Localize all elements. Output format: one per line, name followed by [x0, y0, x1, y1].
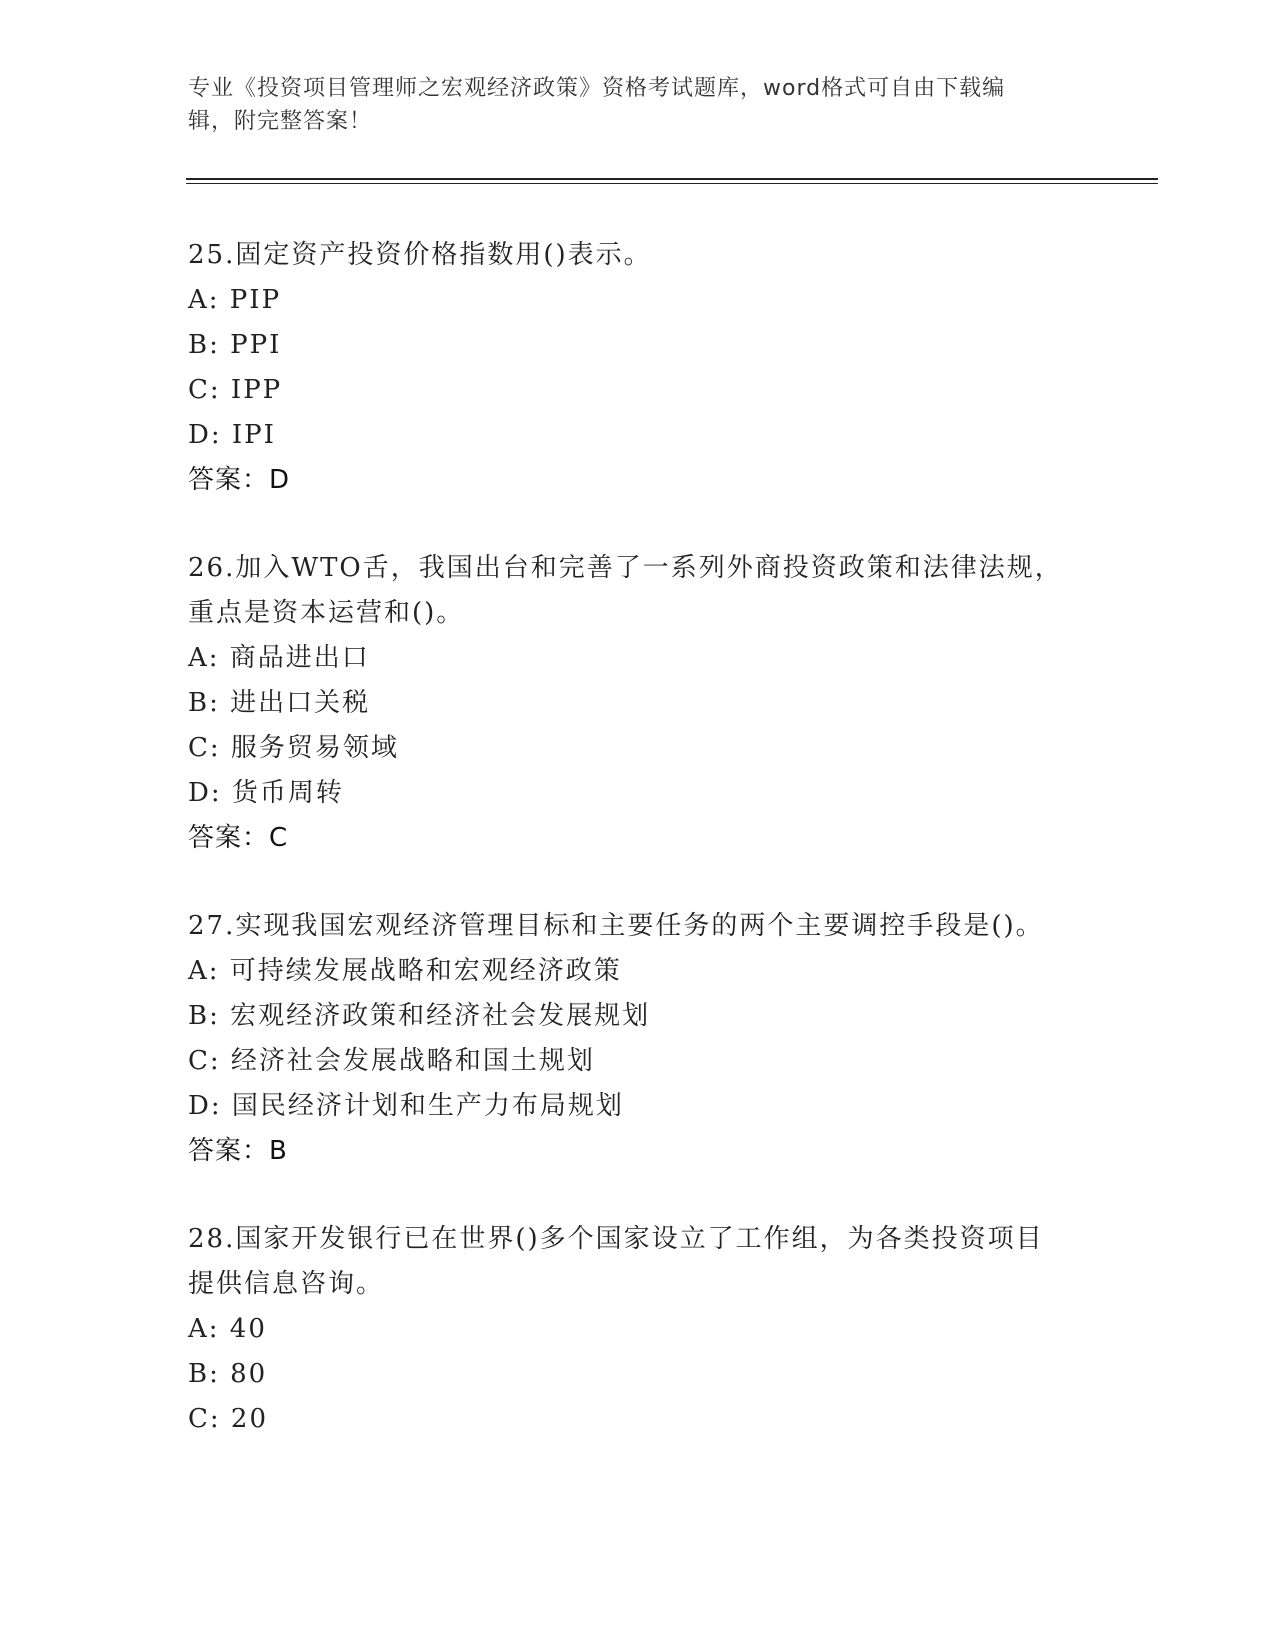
question-stem: 28.国家开发银行已在世界()多个国家设立了工作组，为各类投资项目: [188, 1224, 1044, 1254]
option-c: C: 经济社会发展战略和国土规划: [188, 1046, 595, 1076]
option-b: B: 宏观经济政策和经济社会发展规划: [188, 1001, 651, 1031]
option-a: A: PIP: [188, 285, 282, 315]
question-stem-continued: 提供信息咨询。: [188, 1269, 385, 1299]
question-stem: 27.实现我国宏观经济管理目标和主要任务的两个主要调控手段是()。: [188, 911, 1044, 941]
question-stem-continued: 重点是资本运营和()。: [188, 598, 465, 628]
option-c: C: 服务贸易领域: [188, 733, 399, 763]
question-28: [188, 1217, 1088, 1442]
header-divider-thick: [186, 178, 1158, 180]
header-line-1: 专业《投资项目管理师之宏观经济政策》资格考试题库，word格式可自由下载编: [188, 76, 1006, 101]
option-c: C: IPP: [188, 375, 283, 405]
header-line-2: 辑，附完整答案！: [188, 109, 373, 134]
answer-line: 答案：D: [188, 465, 291, 495]
header-divider-thin: [186, 183, 1158, 184]
option-b: B: 进出口关税: [188, 688, 371, 718]
option-a: A: 40: [188, 1314, 267, 1344]
answer-line: 答案：B: [188, 1136, 288, 1166]
option-d: D: IPI: [188, 420, 276, 450]
option-b: B: 80: [188, 1359, 268, 1389]
question-25: [188, 233, 1088, 503]
document-header: [188, 72, 1088, 138]
option-d: D: 国民经济计划和生产力布局规划: [188, 1091, 624, 1121]
option-a: A: 可持续发展战略和宏观经济政策: [188, 956, 622, 986]
question-stem: 25.固定资产投资价格指数用()表示。: [188, 240, 652, 270]
question-27: [188, 904, 1088, 1174]
option-a: A: 商品进出口: [188, 643, 370, 673]
option-b: B: PPI: [188, 330, 282, 360]
question-stem: 26.加入WTO舌，我国出台和完善了一系列外商投资政策和法律法规，: [188, 553, 1063, 583]
option-c: C: 20: [188, 1404, 269, 1434]
question-list: [188, 233, 1088, 1485]
option-d: D: 货币周转: [188, 778, 344, 808]
answer-line: 答案：C: [188, 823, 289, 853]
question-26: [188, 546, 1088, 861]
